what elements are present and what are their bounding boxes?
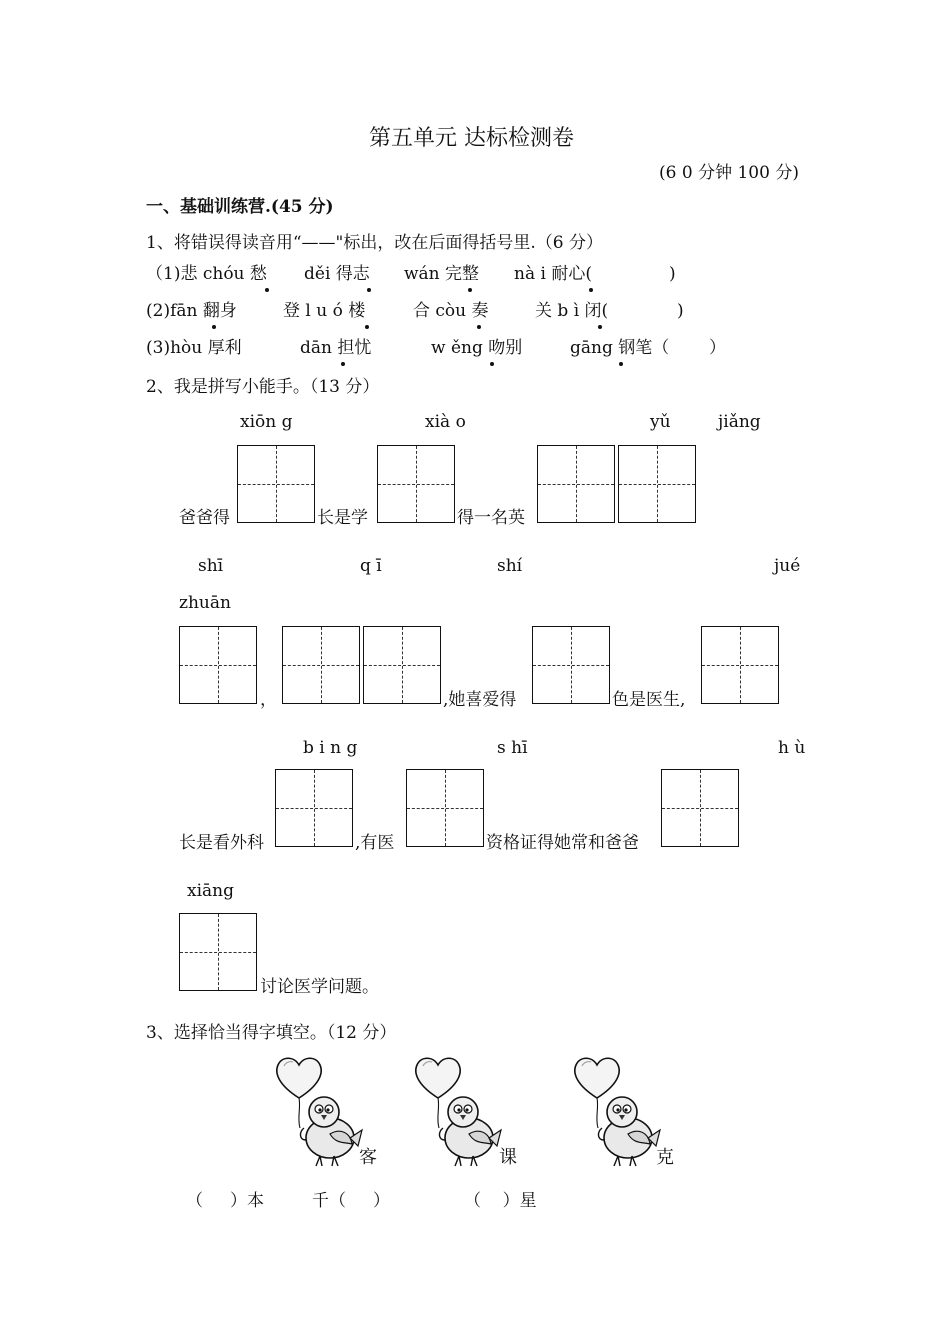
sentence-fragment: 爸爸得 bbox=[179, 508, 230, 528]
q1-item: (2)fān 翻身 bbox=[146, 301, 237, 321]
sentence-fragment: 得一名英 bbox=[457, 508, 525, 528]
emphasis-dot bbox=[212, 325, 216, 329]
character-writing-box[interactable] bbox=[363, 626, 441, 704]
emphasis-dot bbox=[598, 325, 602, 329]
page-title: 第五单元 达标检测卷 bbox=[369, 126, 574, 151]
q1-item: (3)hòu 厚利 bbox=[146, 338, 242, 358]
emphasis-dot bbox=[589, 288, 593, 292]
character-writing-box[interactable] bbox=[618, 445, 696, 523]
fill-blank[interactable]: （ ）星 bbox=[464, 1191, 537, 1211]
q1-item: 登 l u ó 楼 bbox=[283, 301, 366, 321]
q1-blank-close: ） bbox=[709, 338, 726, 358]
q1-item: nà i 耐心( bbox=[514, 264, 592, 284]
character-writing-box[interactable] bbox=[282, 626, 360, 704]
pinyin-hint: shī bbox=[198, 556, 224, 576]
time-score-note: (6 0 分钟 100 分) bbox=[659, 163, 799, 183]
character-writing-box[interactable] bbox=[537, 445, 615, 523]
sentence-fragment: 资格证得她常和爸爸 bbox=[486, 833, 639, 853]
sentence-fragment: 长是学 bbox=[317, 508, 368, 528]
emphasis-dot bbox=[265, 288, 269, 292]
sentence-fragment: ,她喜爱得 bbox=[443, 690, 517, 710]
choice-char: 客 bbox=[359, 1147, 377, 1168]
pinyin-hint: s hī bbox=[497, 738, 528, 758]
character-writing-box[interactable] bbox=[701, 626, 779, 704]
emphasis-dot bbox=[341, 362, 345, 366]
q1-item: wán 完整 bbox=[404, 264, 480, 284]
character-writing-box[interactable] bbox=[179, 913, 257, 991]
fill-blank[interactable]: 千（ ） bbox=[312, 1191, 391, 1211]
character-writing-box[interactable] bbox=[661, 769, 739, 847]
q1-item: dān 担忧 bbox=[300, 338, 372, 358]
character-writing-box[interactable] bbox=[532, 626, 610, 704]
sentence-fragment: 长是看外科 bbox=[179, 833, 264, 853]
emphasis-dot bbox=[619, 362, 623, 366]
pinyin-hint: xiōn g bbox=[240, 412, 293, 432]
q1-item: （1)悲 chóu 愁 bbox=[146, 264, 267, 284]
pinyin-hint: xiāng bbox=[187, 881, 234, 901]
sentence-fragment: 色是医生, bbox=[612, 690, 686, 710]
pinyin-hint: yǔ bbox=[650, 412, 671, 432]
emphasis-dot bbox=[365, 325, 369, 329]
character-writing-box[interactable] bbox=[179, 626, 257, 704]
sentence-fragment: ,有医 bbox=[355, 833, 395, 853]
emphasis-dot bbox=[367, 288, 371, 292]
heart-balloon-bird-icon bbox=[272, 1052, 372, 1170]
character-writing-box[interactable] bbox=[275, 769, 353, 847]
pinyin-hint: xià o bbox=[425, 412, 466, 432]
pinyin-hint: q ī bbox=[360, 556, 382, 576]
emphasis-dot bbox=[468, 288, 472, 292]
sentence-fragment: ， bbox=[260, 690, 277, 710]
fill-blank[interactable]: （ ）本 bbox=[186, 1191, 265, 1211]
choice-char: 克 bbox=[656, 1147, 674, 1168]
section-heading: 一、基础训练营.(45 分) bbox=[146, 197, 334, 217]
heart-balloon-bird-icon bbox=[570, 1052, 670, 1170]
character-writing-box[interactable] bbox=[237, 445, 315, 523]
character-writing-box[interactable] bbox=[406, 769, 484, 847]
pinyin-hint: b i n g bbox=[303, 738, 358, 758]
question-2-prompt: 2、我是拼写小能手。（13 分） bbox=[146, 377, 380, 397]
q1-blank-close: ) bbox=[677, 301, 684, 321]
pinyin-hint: h ù bbox=[778, 738, 806, 758]
pinyin-hint: jué bbox=[774, 556, 801, 576]
emphasis-dot bbox=[477, 325, 481, 329]
sentence-fragment: 讨论医学问题。 bbox=[260, 977, 379, 997]
q1-blank-close: ) bbox=[669, 264, 676, 284]
q1-item: 关 b ì 闭( bbox=[535, 301, 609, 321]
character-writing-box[interactable] bbox=[377, 445, 455, 523]
pinyin-hint: zhuān bbox=[179, 593, 231, 613]
q1-item: děi 得志 bbox=[304, 264, 370, 284]
heart-balloon-bird-icon bbox=[411, 1052, 511, 1170]
pinyin-hint: jiǎng bbox=[718, 412, 761, 432]
q1-item: 合 còu 奏 bbox=[413, 301, 489, 321]
emphasis-dot bbox=[490, 362, 494, 366]
question-1-prompt: 1、将错误得读音用“——"标出，改在后面得括号里.（6 分） bbox=[146, 233, 603, 253]
pinyin-hint: shí bbox=[497, 556, 523, 576]
q1-item: w ěng 吻别 bbox=[431, 338, 523, 358]
question-3-prompt: 3、选择恰当得字填空。（12 分） bbox=[146, 1023, 397, 1043]
q1-item: gāng 钢笔（ bbox=[570, 338, 670, 358]
choice-char: 课 bbox=[499, 1147, 517, 1168]
